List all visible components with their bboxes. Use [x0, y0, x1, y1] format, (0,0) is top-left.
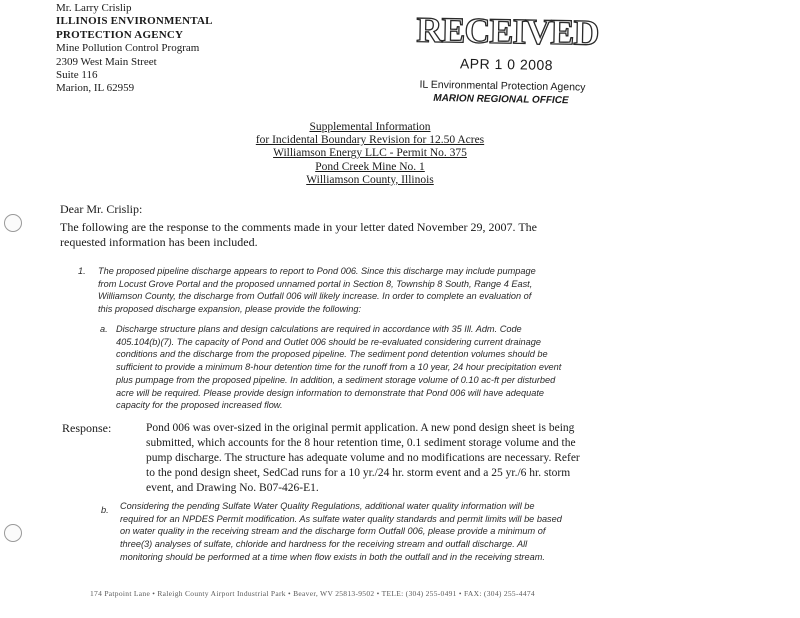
- agency-name-line2: PROTECTION AGENCY: [56, 28, 184, 41]
- subject-line-1: Supplemental Information: [309, 121, 431, 133]
- response-label: Response:: [62, 421, 112, 435]
- item-text: The proposed pipeline discharge appears to report to Pond 006. Since this discharge may include pumpage from Locust Grove Portal and the proposed unnamed portal in Section 8, Township 8 South, Range 4 East, Williamson County, the discharge from Outfall 006 will likely increase. In order to complete an evaluation of this proposed discharge expansion, please provide the following:: [98, 266, 536, 315]
- salutation: Dear Mr. Crislip:: [60, 202, 143, 216]
- city-state-zip: Marion, IL 62959: [56, 82, 135, 95]
- subject-line-5: Williamson County, Illinois: [306, 173, 434, 186]
- subject-line-2: for Incidental Boundary Revision for 12.50 Acres: [255, 134, 485, 147]
- binder-hole-top: [4, 214, 22, 232]
- recipient-name: Mr. Larry Crislip: [56, 2, 132, 14]
- stamp-office: MARION REGIONAL OFFICE: [433, 92, 569, 107]
- item-letter: b.: [101, 505, 109, 515]
- subject-line-4: Pond Creek Mine No. 1: [315, 160, 425, 173]
- received-date: APR 1 0 2008: [459, 55, 554, 73]
- received-stamp: [411, 5, 599, 112]
- intro-paragraph: The following are the response to the comments made in your letter dated November 29, 2007. The requested information has been included.: [60, 220, 537, 249]
- stamp-agency: IL Environmental Protection Agency: [419, 78, 586, 94]
- item-number: 1.: [78, 266, 86, 276]
- item-text: Discharge structure plans and design calculations are required in accordance with 35 Ill. Adm. Code 405.104(b)(7). The capacity of Pond and Outlet 006 should be re-evaluated considering current drainage conditions and the discharge from the proposed pipeline. The sediment pond detention volumes should be sufficient to provide a minimum 8-hour detention time for the runoff from a 10 year, 24 hour precipitation event plus pumpage from the proposed pipeline. In addition, a sediment storage volume of 0.10 ac-ft per disturbed acre will be required. Please provide design information to demonstrate that Pond 006 will have adequate capacity for the proposed increased flow.: [116, 324, 562, 411]
- response-text: Pond 006 was over-sized in the original permit application. A new pond design sheet is being submitted, which accounts for the 8 hour retention time, 0.1 sediment storage volume and the pump discharge. The structure has adequate volume and no modifications are necessary. Refer to the pond design sheet, SedCad runs for a 10 yr./24 hr. storm event and a 25 yr./6 hr. storm event, and Drawing No. B07-426-E1.: [146, 422, 580, 494]
- letterhead-footer: 174 Patpoint Lane • Raleigh County Airport Industrial Park • Beaver, WV 25813-9502 • TELE: (304) 255-0491 • FAX: (304) 255-4474: [90, 589, 535, 598]
- street-address: 2309 West Main Street: [56, 55, 157, 68]
- item-text: Considering the pending Sulfate Water Quality Regulations, additional water quality information will be required for an NPDES Permit modification. As sulfate water quality standards and permit limits will be based on water quality in the receiving stream and the discharge form Outfall 006, please provide a minimum of three(3) analyses of sulfate, chloride and hardness for the receiving stream and outfall discharge. All monitoring should be performed at a time when flow exists in both the outfall and in the receiving stream.: [120, 501, 562, 562]
- recipient-address-block: [56, 2, 213, 96]
- item-letter: a.: [100, 324, 108, 334]
- suite: Suite 116: [56, 69, 98, 82]
- subject-line-3: Williamson Energy LLC - Permit No. 375: [273, 147, 467, 160]
- subject-block: [140, 121, 600, 187]
- agency-name-line1: ILLINOIS ENVIRONMENTAL: [56, 15, 213, 28]
- binder-hole-bottom: [4, 524, 22, 542]
- program-name: Mine Pollution Control Program: [56, 42, 200, 55]
- received-stamp-text: RECEIVED: [416, 9, 599, 53]
